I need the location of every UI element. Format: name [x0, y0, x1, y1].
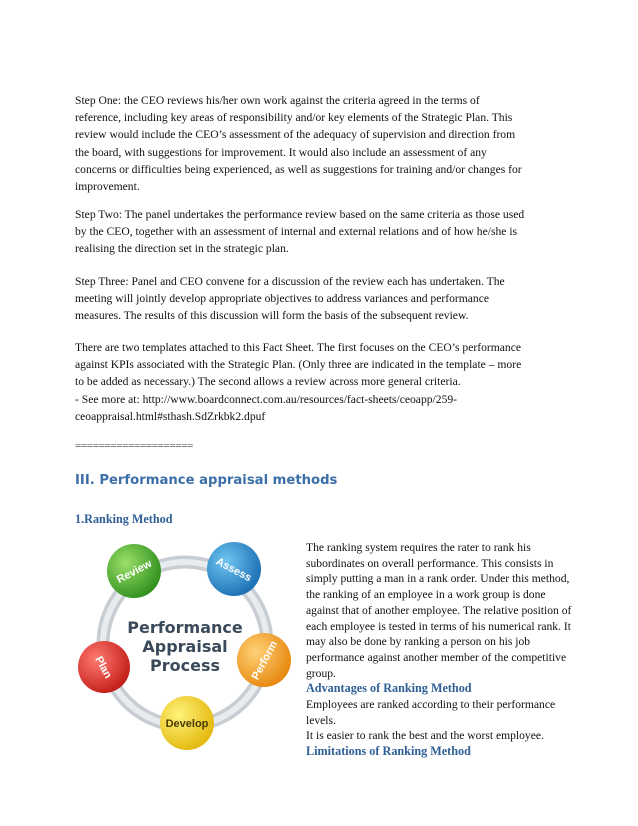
- text-line: The ranking system requires the rater to rank his: [306, 541, 531, 554]
- text-line: Step Two: The panel undertakes the performance review based on the same criteria as those used: [75, 208, 525, 221]
- cycle-title-line: Process: [150, 656, 220, 675]
- text-line: against KPIs associated with the Strategic Plan. (Only three are indicated in the template – more: [75, 358, 522, 372]
- text-line: subordinates on overall performance. This consists in: [306, 556, 554, 570]
- cycle-title-line: Appraisal: [142, 637, 228, 656]
- step-two-paragraph: [75, 206, 575, 258]
- section-heading: III. Performance appraisal methods: [75, 473, 338, 488]
- ranking-description: [306, 540, 596, 760]
- develop-label: Develop: [165, 718, 209, 730]
- text-line: reference, including key areas of responsibility and/or key elements of the Strategic Plan. This: [75, 111, 513, 125]
- perform-node: [237, 633, 291, 687]
- text-line: may also be done by ranking a person on his job: [306, 635, 531, 649]
- review-label: Review: [114, 557, 155, 587]
- source-link[interactable]: - See more at: http://www.boardconnect.com.au/resources/fact-sheets/ceoapp/259-: [75, 392, 458, 406]
- text-line: Step One: the CEO reviews his/her own work against the criteria agreed in the terms of: [75, 94, 480, 107]
- templates-paragraph: [75, 339, 575, 425]
- subsection-heading: 1.Ranking Method: [75, 512, 173, 526]
- step-one-paragraph: [75, 92, 575, 195]
- limitations-heading: Limitations of Ranking Method: [306, 744, 471, 759]
- source-link[interactable]: ceoappraisal.html#sthash.SdZrkbk2.dpuf: [75, 409, 266, 423]
- separator-line: ====================: [75, 440, 194, 452]
- text-line: review would include the CEO’s assessment of the adequacy of supervision and direction from: [75, 128, 516, 142]
- text-line: levels.: [306, 713, 336, 727]
- text-line: realising the direction set in the strategic plan.: [75, 242, 289, 256]
- plan-label: Plan: [92, 654, 114, 681]
- text-line: to be added as necessary.) The second allows a review across more general criteria.: [75, 375, 461, 389]
- text-line: the ranking of an employee in a work group is done: [306, 588, 546, 602]
- text-line: group.: [306, 666, 336, 680]
- assess-label: Assess: [213, 555, 254, 585]
- text-line: each employee is tested in terms of his numerical rank. It: [306, 619, 571, 633]
- text-line: against that of another employee. The relative position of: [306, 603, 572, 617]
- assess-node: [207, 542, 261, 596]
- develop-node: [160, 696, 214, 750]
- performance-appraisal-cycle-diagram: [74, 533, 296, 755]
- text-line: improvement.: [75, 180, 140, 194]
- text-line: There are two templates attached to this Fact Sheet. The first focuses on the CEO’s performance: [75, 341, 521, 354]
- text-line: Employees are ranked according to their performance: [306, 698, 556, 712]
- text-line: by the CEO, together with an assessment of internal and external relations and of how he/she is: [75, 225, 518, 239]
- text-line: measures. The results of this discussion will form the basis of the subsequent review.: [75, 309, 469, 323]
- text-line: It is easier to rank the best and the worst employee.: [306, 729, 544, 743]
- cycle-title-line: Performance: [127, 618, 243, 637]
- text-line: meeting will jointly develop appropriate objectives to address variances and performance: [75, 292, 490, 306]
- step-three-paragraph: [75, 273, 575, 325]
- text-line: the board, with suggestions for improvement. It would also include an assessment of any: [75, 145, 487, 159]
- text-line: performance against another member of the competitive: [306, 650, 567, 664]
- text-line: simply putting a man in a rank order. Under this method,: [306, 572, 570, 586]
- text-line: Step Three: Panel and CEO convene for a discussion of the review each has undertaken. The: [75, 275, 505, 288]
- advantages-heading: Advantages of Ranking Method: [306, 681, 472, 696]
- plan-node: [78, 641, 130, 693]
- review-node: [107, 544, 161, 598]
- text-line: concerns or difficulties being experienced, as well as suggestions for training and/or changes for: [75, 162, 522, 176]
- perform-label: Perform: [249, 639, 281, 682]
